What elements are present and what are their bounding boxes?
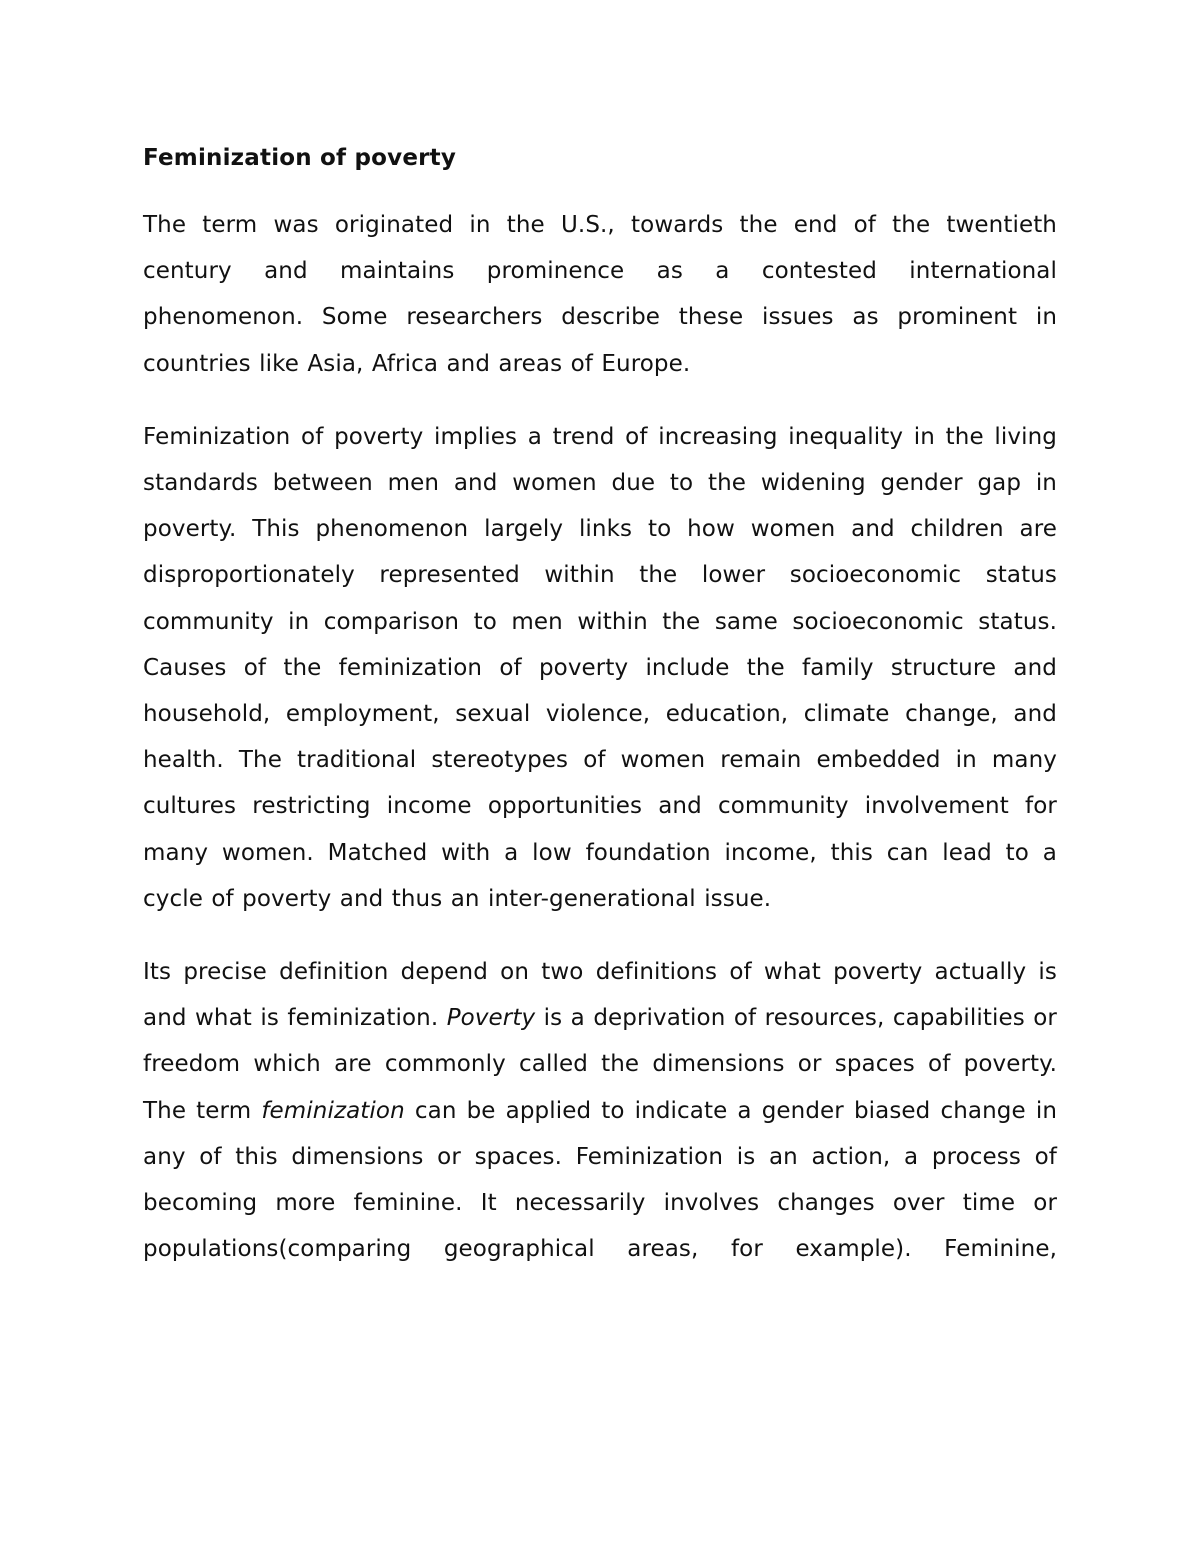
paragraph-definition-trend: Feminization of poverty implies a trend of increasing inequality in the living standards between men and women due to the widening gender gap in poverty. This phenomenon largely links to how women and children are disproportionately represented within the lower socioeconomic status community in comparison to men within the same socioeconomic status. Causes of the feminization of poverty include the family structure and household, employment, sexual violence, education, climate change, and health. The traditional stereotypes of women remain embedded in many cultures restricting income opportunities and community involvement for many women. Matched with a low foundation income, this can lead to a cycle of poverty and thus an inter-generational issue. — [143, 423, 1057, 912]
italic-term-feminization: feminization — [261, 1097, 405, 1124]
document-title: Feminization of poverty — [143, 145, 457, 171]
italic-term-poverty: Poverty — [446, 1005, 536, 1032]
document-body — [143, 136, 1057, 1299]
paragraph-text-segment: is a deprivation of resources, capabilities or freedom which are commonly called the dimensions or spaces of poverty. The term — [143, 1005, 1057, 1124]
paragraph-text-segment: Its precise definition depend on two definitions of what poverty actually is and what is feminization. — [143, 959, 1057, 1032]
paragraph-origin: The term was originated in the U.S., towards the end of the twentieth century and maintains prominence as a contested international phenomenon. Some researchers describe these issues as prominent in countries like Asia, Africa and areas of Europe. — [143, 212, 1057, 377]
paragraph-precise-definition — [143, 949, 1057, 1272]
paragraph-text-segment: can be applied to indicate a gender biased change in any of this dimensions or spaces. Feminization is an action, a process of becoming more feminine. It necessarily involves changes over time or populations(comparing geographical areas, for example). Feminine, — [143, 1097, 1057, 1263]
